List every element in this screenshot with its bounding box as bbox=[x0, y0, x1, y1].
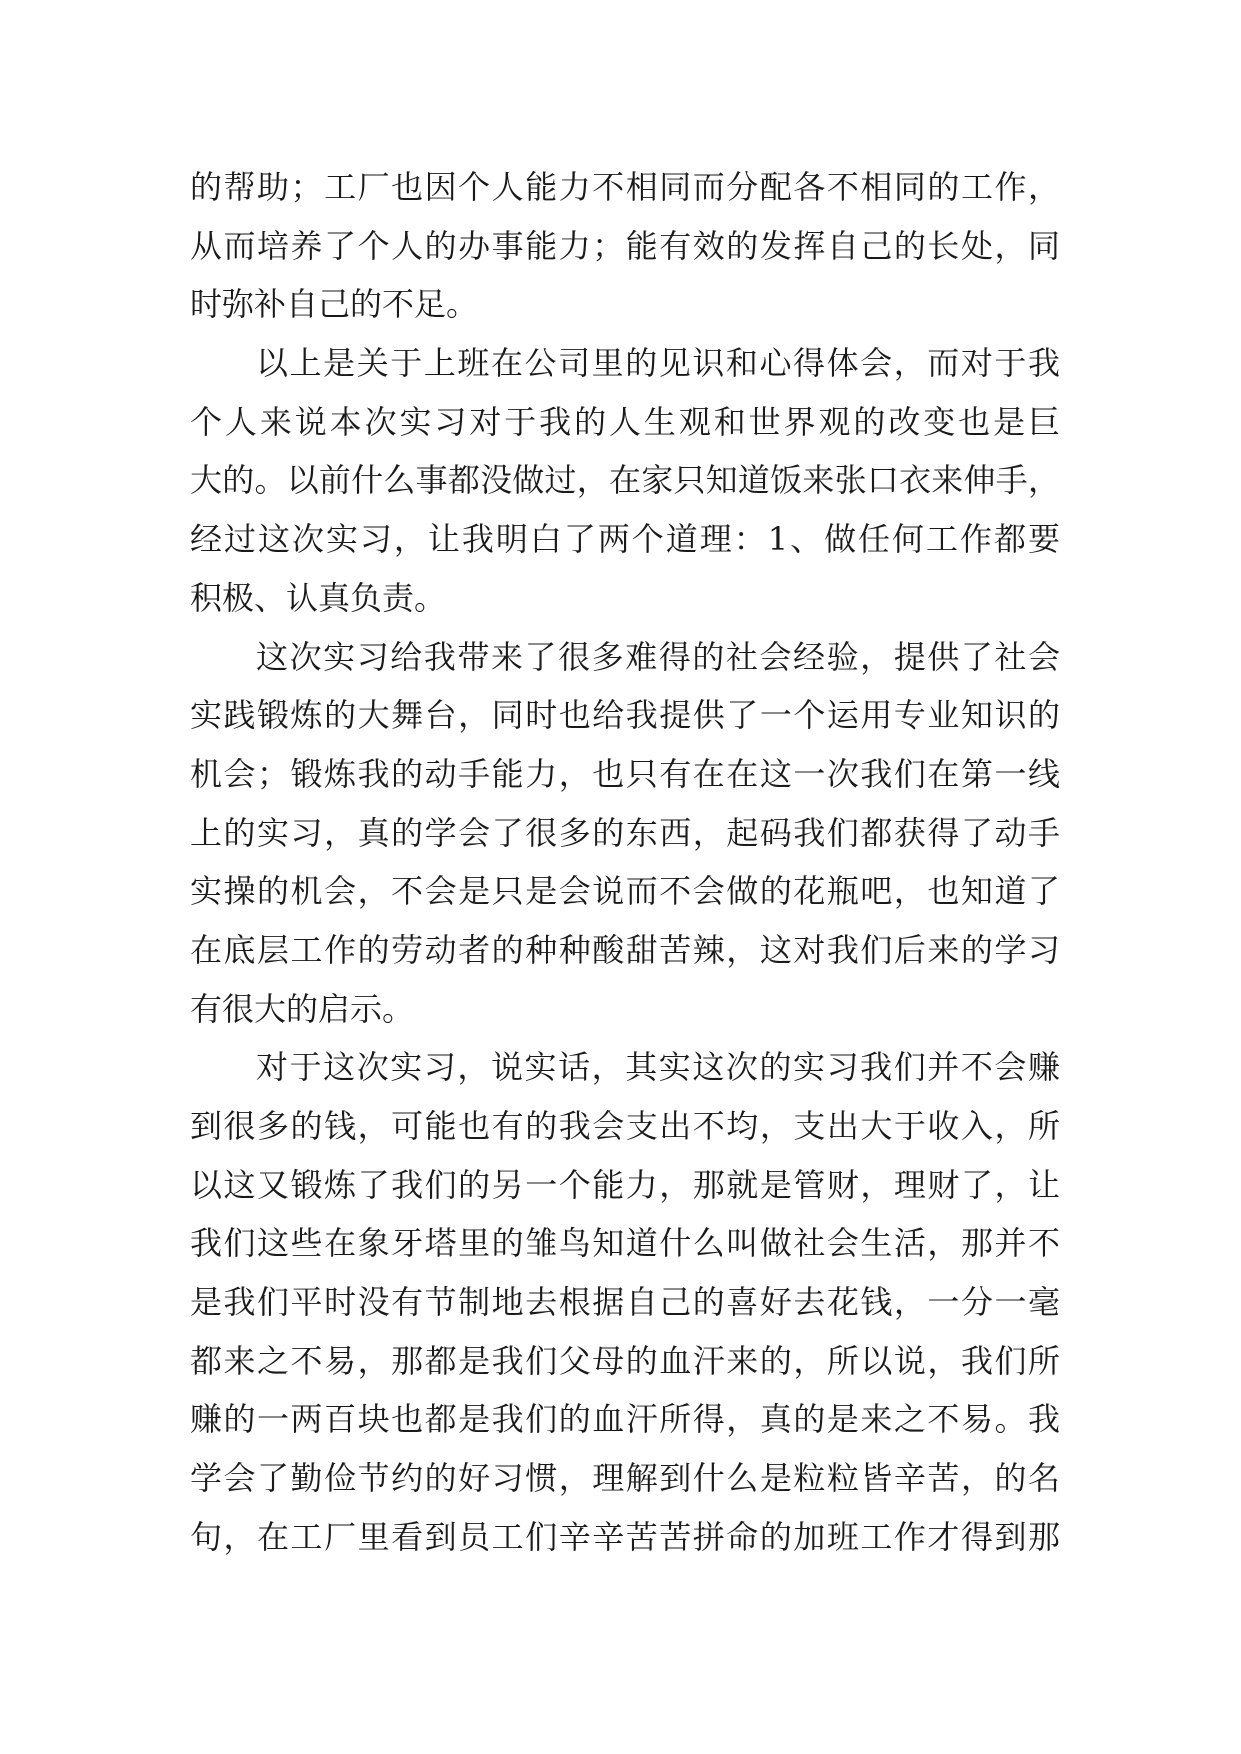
text-line: 都来之不易，那都是我们父母的血汗来的，所以说，我们所 bbox=[190, 1341, 1060, 1380]
text-line: 个人来说本次实习对于我的人生观和世界观的改变也是巨 bbox=[190, 402, 1060, 441]
text-line: 以上是关于上班在公司里的见识和心得体会，而对于我 bbox=[256, 344, 1060, 383]
text-line: 我们这些在象牙塔里的雏鸟知道什么叫做社会生活，那并不 bbox=[190, 1224, 1060, 1263]
text-line: 到很多的钱，可能也有的我会支出不均，支出大于收入，所 bbox=[190, 1107, 1060, 1145]
text-line: 大的。以前什么事都没做过，在家只知道饭来张口衣来伸手， bbox=[190, 461, 1060, 500]
text-line: 有很大的启示。 bbox=[190, 989, 415, 1028]
document-body bbox=[190, 158, 1060, 1567]
text-line: 实践锻炼的大舞台，同时也给我提供了一个运用专业知识的 bbox=[190, 696, 1060, 735]
paragraph-2 bbox=[190, 334, 1060, 627]
text-line: 是我们平时没有节制地去根据自己的喜好去花钱，一分一毫 bbox=[190, 1283, 1060, 1322]
text-line: 机会；锻炼我的动手能力，也只有在在这一次我们在第一线 bbox=[190, 754, 1060, 793]
text-line: 时弥补自己的不足。 bbox=[190, 285, 479, 324]
paragraph-4 bbox=[190, 1038, 1060, 1566]
text-line: 的帮助；工厂也因个人能力不相同而分配各不相同的工作， bbox=[190, 168, 1060, 206]
text-line: 从而培养了个人的办事能力；能有效的发挥自己的长处，同 bbox=[190, 226, 1060, 265]
text-line: 这次实习给我带来了很多难得的社会经验，提供了社会 bbox=[256, 637, 1060, 676]
text-line: 积极、认真负责。 bbox=[190, 578, 447, 617]
text-line: 以这又锻炼了我们的另一个能力，那就是管财，理财了，让 bbox=[190, 1165, 1060, 1204]
text-line: 经过这次实习，让我明白了两个道理：1、做任何工作都要 bbox=[190, 520, 1060, 559]
text-line: 上的实习，真的学会了很多的东西，起码我们都获得了动手 bbox=[190, 813, 1060, 852]
text-line: 实操的机会，不会是只是会说而不会做的花瓶吧，也知道了 bbox=[190, 872, 1060, 911]
text-line: 赚的一两百块也都是我们的血汗所得，真的是来之不易。我 bbox=[190, 1400, 1060, 1439]
text-line: 对于这次实习，说实话，其实这次的实习我们并不会赚 bbox=[256, 1048, 1060, 1087]
text-line: 学会了勤俭节约的好习惯，理解到什么是粒粒皆辛苦，的名 bbox=[190, 1459, 1060, 1498]
paragraph-1 bbox=[190, 158, 1060, 334]
text-line: 在底层工作的劳动者的种种酸甜苦辣，这对我们后来的学习 bbox=[190, 930, 1060, 969]
text-line: 句，在工厂里看到员工们辛辛苦苦拼命的加班工作才得到那 bbox=[190, 1517, 1060, 1556]
paragraph-3 bbox=[190, 628, 1060, 1039]
